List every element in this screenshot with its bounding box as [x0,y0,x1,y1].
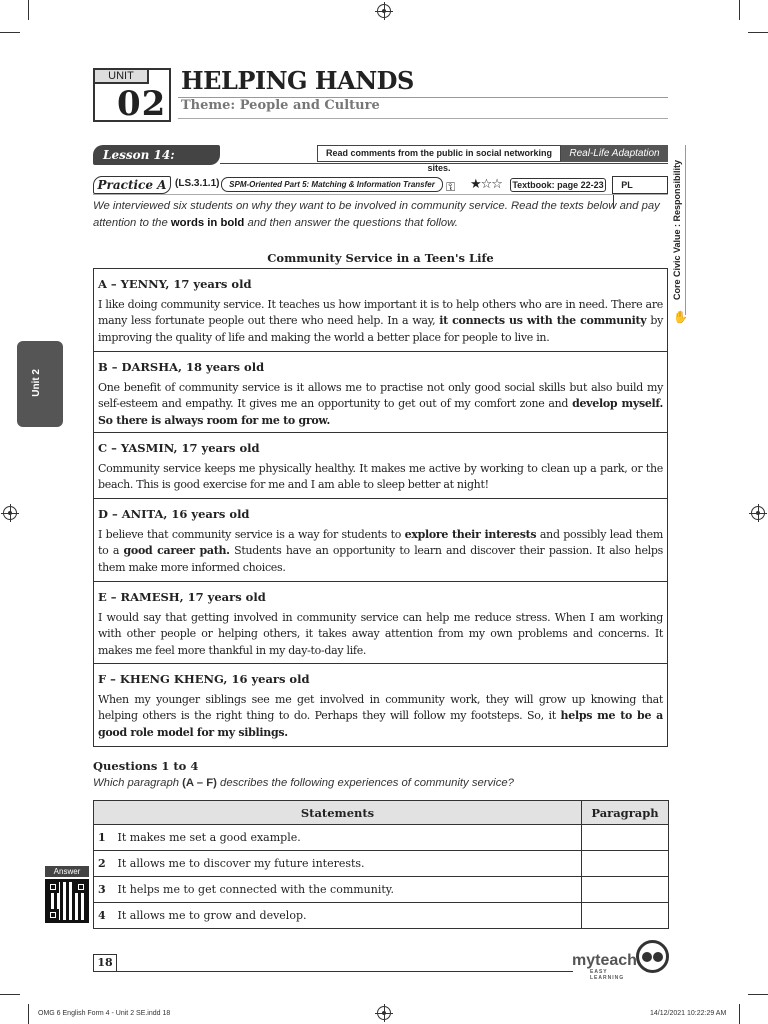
adaptation-badge: Real-Life Adaptation [561,145,668,162]
table-row [94,903,669,929]
row-number: 1 [98,831,106,844]
text-section [94,582,667,664]
statements-header: Statements [94,801,582,825]
text-bold: it connects us with the community [439,314,647,328]
print-slug-left: OMG 6 English Form 4 - Unit 2 SE.indd 18 [38,1010,171,1017]
text-run: Community service keeps me physically healthy. It makes me active by working to clean up a park, or the beach. This is good exercise for me and I am able to sleep better at night! [98,462,663,492]
unit-number: 02 [117,84,167,124]
text-run: I would say that getting involved in community service can help me reduce stress. When I am working with other people or helping others, it takes away attention from my own problems and concerns. It makes me feel more thankful in my day-to-day life. [98,611,663,657]
statement-cell [94,877,582,903]
handshake-icon: ✋ [673,310,688,324]
table-row [94,877,669,903]
crop-mark [0,994,20,995]
instructions-text: and then answer the questions that follow. [244,217,458,229]
theme-subtitle: Theme: People and Culture [181,98,380,113]
registration-mark-icon [377,1006,391,1020]
difficulty-stars: ★☆☆ [470,177,502,192]
text-bold: explore their interests [404,528,537,541]
text-section [94,433,667,499]
crop-mark [0,32,20,33]
instr-text: Which paragraph [93,777,183,789]
logo-text: myteach [572,952,637,969]
texts-box [93,268,668,747]
text-run: by improving the quality of life and making the world a better place for people to live in. [98,314,664,344]
divider [117,971,573,972]
crop-mark [28,1004,29,1024]
instructions-bold: words in bold [170,217,245,229]
page-number: 18 [93,954,117,972]
text-run: Students have an opportunity to learn and discover their passion. It also helps them make more informed choices. [98,544,663,574]
text-heading: C – YASMIN, 17 years old [98,441,260,455]
text-section [94,499,667,582]
text-run: and possibly lead them to a [98,528,663,558]
divider [93,194,668,195]
text-section [94,269,667,352]
table-row [94,851,669,877]
qr-code-icon[interactable] [45,879,89,923]
practice-label: Practice A [93,176,171,194]
registration-mark-icon [3,506,17,520]
divider [178,118,668,119]
text-body [98,692,663,741]
text-heading: F – KHENG KHENG, 16 years old [98,672,310,686]
unit-badge [93,68,171,122]
crop-mark [748,994,768,995]
instr-bold: (A – F) [182,777,217,789]
text-heading: D – ANITA, 16 years old [98,507,250,521]
statement-text: It makes me set a good example. [117,831,301,844]
statement-cell [94,825,582,851]
civic-value-label: Core Civic Value : Responsibility [672,145,686,315]
text-run: When my younger siblings see me get involved in community work, they will grow up knowing that helping others is the right thing to do. Perhaps they will follow my footsteps. So, it [98,693,663,723]
text-bold: develop myself. So there is always room for me to grow. [98,397,663,427]
text-heading: A – YENNY, 17 years old [98,277,252,291]
row-number: 3 [98,883,106,896]
text-bold: helps me to be a good role model for my siblings. [98,709,663,739]
text-run: I believe that community service is a way for students to [98,528,405,541]
answer-cell[interactable] [582,825,669,851]
lesson-note: Read comments from the public in social networking sites. [317,145,561,162]
statement-cell [94,851,582,877]
textbook-reference: Textbook: page 22-23 [510,178,606,192]
pl-label: PL [621,180,633,190]
instructions [93,198,671,232]
table-header-row [94,801,669,825]
answer-qr-block[interactable] [45,866,89,924]
statement-text: It helps me to get connected with the community. [117,883,395,896]
answer-cell[interactable] [582,903,669,929]
instructions-text: We interviewed six students on why they want to be involved in community service. Read the texts below and pay attention to the [93,200,660,229]
table-row [94,825,669,851]
instr-text: describes the following experiences of community service? [216,777,514,789]
registration-mark-icon [751,506,765,520]
paragraph-header: Paragraph [582,801,669,825]
statement-cell [94,903,582,929]
text-body [98,527,663,576]
answer-cell[interactable] [582,851,669,877]
learning-standard-code: (LS.3.1.1) [175,178,220,189]
row-number: 2 [98,857,106,870]
answer-cell[interactable] [582,877,669,903]
lesson-label: Lesson 14: Reading [93,145,220,165]
print-slug-right: 14/12/2021 10:22:29 AM [650,1010,727,1017]
questions-heading: Questions 1 to 4 [93,759,199,773]
logo-icon [636,940,669,973]
myteach-logo [572,952,637,981]
text-heading: E – RAMESH, 17 years old [98,590,266,604]
text-body [98,461,663,494]
text-heading: B – DARSHA, 18 years old [98,360,265,374]
text-section [94,352,667,433]
unit-tab-label: Unit 2 [31,369,42,397]
pl-box [612,176,668,194]
text-bold: good career path. [123,544,230,558]
crop-mark [28,0,29,20]
registration-mark-icon [377,4,391,18]
text-run: One benefit of community service is it allows me to practise not only good social skills but also build my self-esteem and empathy. It gives me an opportunity to get out of my comfort zone and [98,381,663,411]
text-body [98,610,663,659]
crop-mark [739,0,740,20]
statement-text: It allows me to grow and develop. [117,909,307,922]
answer-label: Answer [45,866,89,877]
text-body [98,297,663,346]
crop-mark [739,1004,740,1024]
logo-subtext: EASY LEARNING [590,969,625,981]
section-title: Community Service in a Teen's Life [267,251,494,265]
statement-text: It allows me to discover my future interests. [117,857,365,870]
text-body [98,380,663,429]
text-run: I like doing community service. It teaches us how important it is to help others who are in need. There are many less fortunate people out there who need help. In a way, [98,298,663,328]
crop-mark [748,32,768,33]
row-number: 4 [98,909,106,922]
spm-tag: SPM-Oriented Part 5: Matching & Information Transfer [221,177,443,192]
unit-label: UNIT [93,68,149,84]
page-title: HELPING HANDS [181,66,414,95]
key-icon: ⚿ [446,180,456,194]
unit-side-tab [17,341,63,427]
text-section [94,664,667,746]
statements-table [93,800,669,929]
questions-instructions [93,777,514,789]
